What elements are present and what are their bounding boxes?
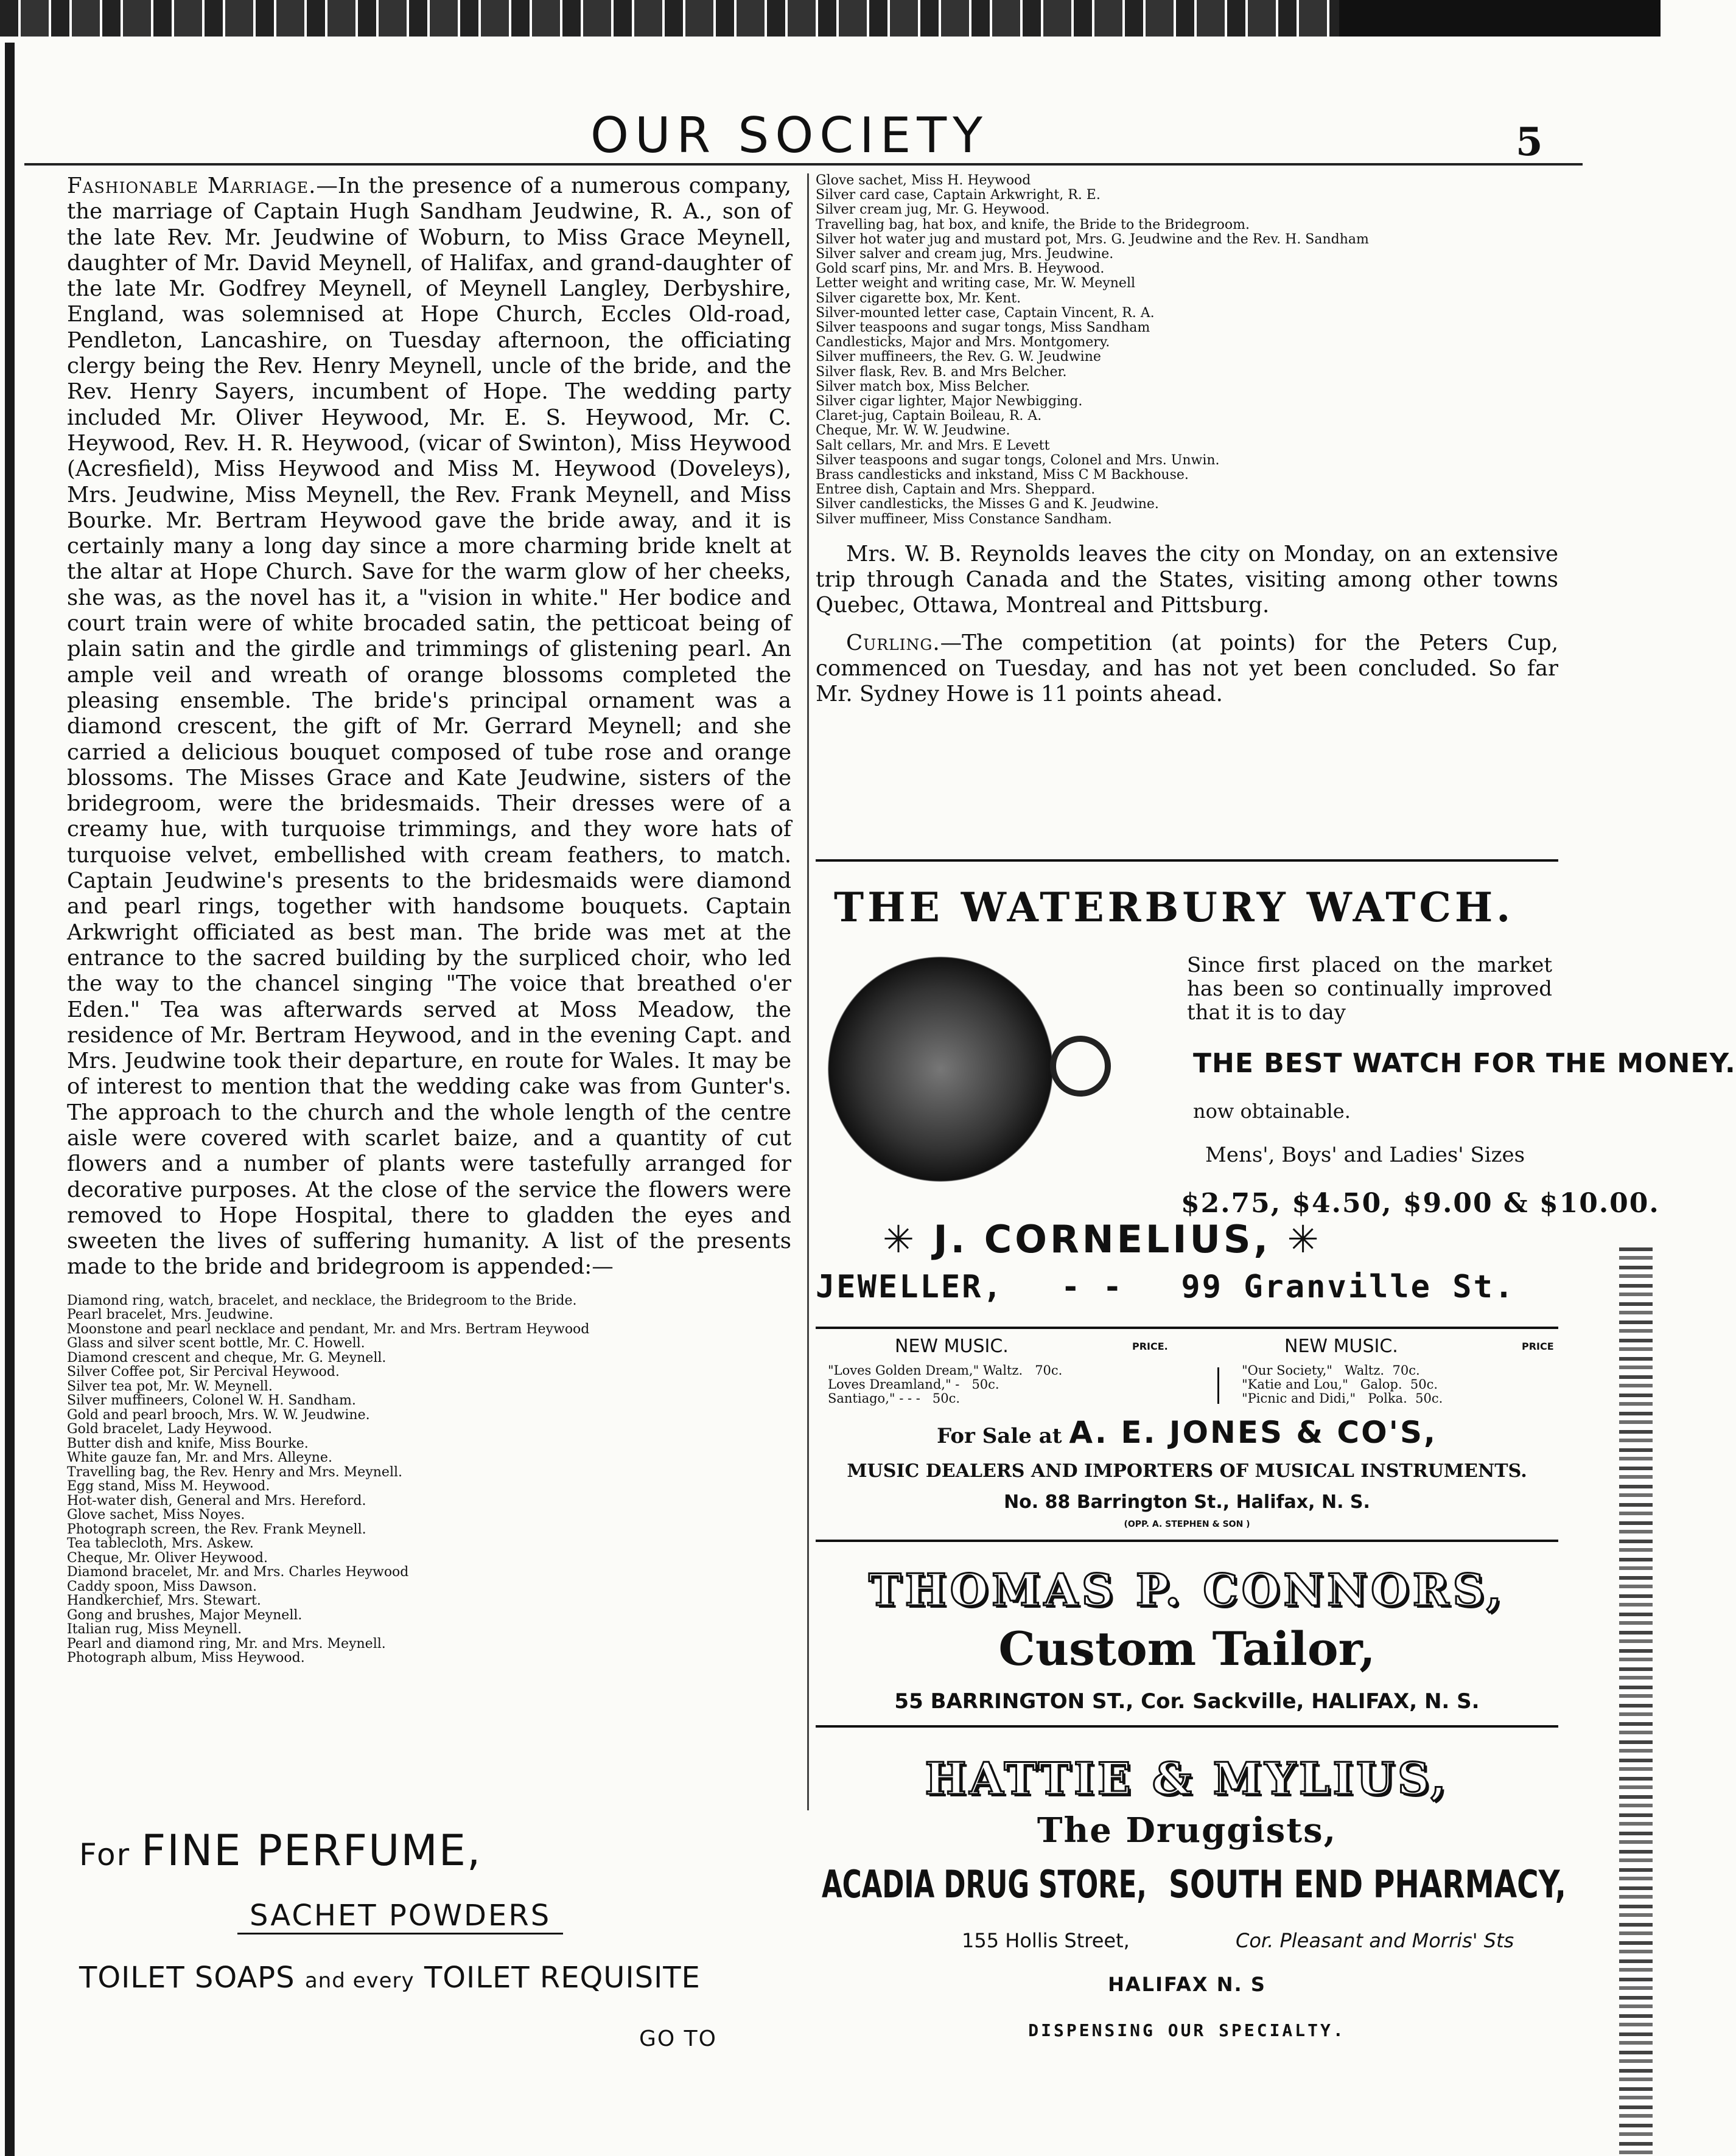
cornelius-trade-line xyxy=(816,1269,1558,1305)
perfume-and-every: and every xyxy=(304,1969,415,1993)
mylius-address-2: Cor. Pleasant and Morris' Sts xyxy=(1236,1929,1514,1952)
gift-list-item: Diamond bracelet, Mr. and Mrs. Charles Heywood xyxy=(67,1565,409,1580)
gift-list-item: Gold scarf pins, Mr. and Mrs. B. Heywood. xyxy=(816,261,1105,277)
mylius-city: HALIFAX N. S xyxy=(1108,1973,1266,1996)
gift-list-item: Claret-jug, Captain Boileau, R. A. xyxy=(816,408,1042,424)
music-opp: (OPP. A. STEPHEN & SON ) xyxy=(1124,1519,1250,1529)
gift-list-item: White gauze fan, Mr. and Mrs. Alleyne. xyxy=(67,1450,332,1466)
gift-list-item: Brass candlesticks and inkstand, Miss C M Backhouse. xyxy=(816,467,1189,483)
gift-list-item: Photograph screen, the Rev. Frank Meynell. xyxy=(67,1521,366,1537)
music-heading-right: NEW MUSIC. xyxy=(1284,1336,1398,1357)
page-edge-top-dark xyxy=(1339,0,1661,37)
gift-list-item: Silver tea pot, Mr. W. Meynell. xyxy=(67,1378,273,1394)
watch-crown-ring xyxy=(1050,1036,1111,1097)
gift-list-item: Handkerchief, Mrs. Stewart. xyxy=(67,1593,261,1609)
perfume-fine: FINE PERFUME, xyxy=(141,1826,482,1875)
gift-list-item: Egg stand, Miss M. Heywood. xyxy=(67,1479,270,1495)
gift-list-item: Letter weight and writing case, Mr. W. Meynell xyxy=(816,276,1136,291)
cornelius-address: 99 Granville St. xyxy=(1181,1269,1516,1305)
music-address: No. 88 Barrington St., Halifax, N. S. xyxy=(1004,1491,1370,1513)
music-right-row: "Katie and Lou," Galop. 50c. xyxy=(1242,1377,1438,1392)
music-heading-left: NEW MUSIC. xyxy=(895,1336,1009,1357)
binding-edge xyxy=(5,43,15,2156)
gift-list-item: Entree dish, Captain and Mrs. Sheppard. xyxy=(816,482,1096,498)
music-sale-prefix: For Sale at xyxy=(937,1424,1062,1448)
gift-list-item: Diamond crescent and cheque, Mr. G. Meynell. xyxy=(67,1350,387,1366)
music-right-row: "Picnic and Didi," Polka. 50c. xyxy=(1242,1391,1443,1406)
gift-list-item: Silver cigar lighter, Major Newbigging. xyxy=(816,394,1083,410)
music-right-row: "Our Society," Waltz. 70c. xyxy=(1242,1363,1420,1378)
gift-list-item: Cheque, Mr. W. W. Jeudwine. xyxy=(816,423,1010,439)
gift-list-item: Italian rug, Miss Meynell. xyxy=(67,1622,242,1638)
gift-list-item: Glove sachet, Miss H. Heywood xyxy=(816,173,1031,188)
gift-list-item: Silver Coffee pot, Sir Percival Heywood. xyxy=(67,1364,340,1380)
perfume-line-3 xyxy=(79,1961,701,1995)
gift-list-item: Pearl bracelet, Mrs. Jeudwine. xyxy=(67,1307,273,1323)
music-divider xyxy=(1217,1367,1219,1404)
gift-list-item: Travelling bag, hat box, and knife, the Bride to the Bridegroom. xyxy=(816,217,1250,232)
gift-list-item: Pearl and diamond ring, Mr. and Mrs. Meynell. xyxy=(67,1636,386,1652)
cornelius-dashes: - - xyxy=(1061,1269,1124,1305)
gift-list-item: Caddy spoon, Miss Dawson. xyxy=(67,1579,257,1594)
gift-list-item: Silver card case, Captain Arkwright, R. E. xyxy=(816,187,1101,203)
music-price-label-left: PRICE. xyxy=(1132,1341,1168,1352)
gift-list-item: Silver hot water jug and mustard pot, Mrs. G. Jeudwine and the Rev. H. Sandham xyxy=(816,231,1369,247)
gift-list-item: Silver muffineer, Miss Constance Sandham. xyxy=(816,511,1112,527)
gift-list-item: Silver teaspoons and sugar tongs, Colonel and Mrs. Unwin. xyxy=(816,452,1220,468)
connors-name: THOMAS P. CONNORS, xyxy=(868,1564,1505,1616)
gift-list-item: Diamond ring, watch, bracelet, and necklace, the Bridegroom to the Bride. xyxy=(67,1293,577,1308)
pocket-watch-illustration xyxy=(828,957,1053,1182)
perfume-line-1 xyxy=(79,1826,481,1875)
ad-rule xyxy=(816,1327,1558,1329)
music-sale-name: A. E. JONES & CO'S, xyxy=(1069,1415,1437,1450)
gift-list-right xyxy=(816,173,1558,527)
music-left-row: "Loves Golden Dream," Waltz. 70c. xyxy=(828,1363,1063,1378)
masthead-title: OUR SOCIETY xyxy=(590,107,989,164)
gift-list-item: Tea tablecloth, Mrs. Askew. xyxy=(67,1536,254,1552)
waterbury-now: now obtainable. xyxy=(1193,1100,1351,1123)
gift-list-item: Gong and brushes, Major Meynell. xyxy=(67,1607,303,1623)
gift-list-item: Gold and pearl brooch, Mrs. W. W. Jeudwine. xyxy=(67,1407,370,1423)
connors-trade: Custom Tailor, xyxy=(998,1622,1376,1676)
header-rule xyxy=(24,163,1583,166)
column-divider xyxy=(807,173,809,1810)
gift-list-item: Gold bracelet, Lady Heywood. xyxy=(67,1422,273,1437)
perfume-toilet-soaps: TOILET SOAPS xyxy=(79,1961,295,1995)
perfume-for: For xyxy=(79,1837,131,1872)
page-header xyxy=(0,107,1661,165)
gift-list-item: Silver teaspoons and sugar tongs, Miss Sandham xyxy=(816,320,1150,336)
marriage-article xyxy=(67,173,791,1280)
music-ad xyxy=(816,1336,1558,1537)
ad-rule xyxy=(816,1725,1558,1728)
gift-list-item: Photograph album, Miss Heywood. xyxy=(67,1650,305,1666)
reynolds-note: Mrs. W. B. Reynolds leaves the city on Monday, on an extensive trip through Canada and the States, visiting among other towns Quebec, Ottawa, Montreal and Pittsburg. xyxy=(816,541,1558,618)
gift-list-item: Silver cream jug, Mr. G. Heywood. xyxy=(816,202,1050,218)
music-left-row: Santiago," - - - 50c. xyxy=(828,1391,961,1406)
waterbury-sizes: Mens', Boys' and Ladies' Sizes xyxy=(1205,1143,1525,1167)
mylius-name: HATTIE & MYLIUS, xyxy=(925,1753,1449,1804)
gift-list-item: Cheque, Mr. Oliver Heywood. xyxy=(67,1550,268,1566)
gift-list-item: Salt cellars, Mr. and Mrs. E Levett xyxy=(816,438,1050,453)
connors-address: 55 BARRINGTON ST., Cor. Sackville, HALIFAX, N. S. xyxy=(894,1689,1480,1714)
gift-list-item: Silver muffineers, Colonel W. H. Sandham. xyxy=(67,1393,356,1409)
curling-text: —The competition (at points) for the Peters Cup, commenced on Tuesday, and has not yet been concluded. So far Mr. Sydney Howe is 11 points ahead. xyxy=(816,630,1558,706)
gift-list-item: Travelling bag, the Rev. Henry and Mrs. Meynell. xyxy=(67,1464,403,1480)
gift-list-item: Butter dish and knife, Miss Bourke. xyxy=(67,1436,309,1451)
gift-list-item: Glove sachet, Miss Noyes. xyxy=(67,1507,245,1523)
gift-list-item: Silver-mounted letter case, Captain Vincent, R. A. xyxy=(816,305,1155,321)
gift-list-item: Silver cigarette box, Mr. Kent. xyxy=(816,290,1021,306)
curling-note xyxy=(816,630,1558,707)
right-column xyxy=(816,173,1558,707)
gift-list-item: Silver candlesticks, the Misses G and K. Jeudwine. xyxy=(816,497,1159,512)
waterbury-prices: $2.75, $4.50, $9.00 & $10.00. xyxy=(1181,1188,1660,1219)
mylius-store-acadia: ACADIA DRUG STORE, xyxy=(822,1862,1147,1907)
gift-list-item: Silver salver and cream jug, Mrs. Jeudwine. xyxy=(816,246,1114,262)
ad-rule xyxy=(816,859,1558,862)
gift-list-item: Silver flask, Rev. B. and Mrs Belcher. xyxy=(816,364,1067,380)
mylius-store-south: SOUTH END PHARMACY, xyxy=(1169,1862,1567,1907)
ad-rule xyxy=(816,1540,1558,1542)
gift-list-item: Moonstone and pearl necklace and pendant, Mr. and Mrs. Bertram Heywood xyxy=(67,1321,590,1337)
page-number: 5 xyxy=(1516,119,1543,165)
gift-list-item: Candlesticks, Major and Mrs. Montgomery. xyxy=(816,335,1110,351)
waterbury-intro: Since first placed on the market has been so continually improved that it is to day xyxy=(1187,953,1552,1025)
perfume-toilet-requisite: TOILET REQUISITE xyxy=(424,1961,701,1995)
music-sale-line xyxy=(816,1415,1558,1450)
gift-list-item: Hot-water dish, General and Mrs. Hereford. xyxy=(67,1493,366,1509)
gift-list-item: Glass and silver scent bottle, Mr. C. Howell. xyxy=(67,1336,365,1352)
gift-list-item: Silver match box, Miss Belcher. xyxy=(816,379,1031,394)
perfume-goto: GO TO xyxy=(639,2026,718,2051)
mylius-tagline: The Druggists, xyxy=(1037,1810,1337,1851)
marriage-lead: Fashionable Marriage. xyxy=(67,173,317,198)
cornelius-name: ✳ J. CORNELIUS, ✳ xyxy=(883,1217,1322,1261)
left-column xyxy=(67,173,791,1666)
mylius-specialty: DISPENSING OUR SPECIALTY. xyxy=(1028,2020,1346,2040)
page-edge-right xyxy=(1619,1247,1653,2154)
curling-lead: Curling. xyxy=(846,630,940,655)
marriage-text: —In the presence of a numerous company, the marriage of Captain Hugh Sandham Jeudwine, R. A., son of the late Rev. Mr. Jeudwine of Woburn, to Miss Grace Meynell, daughter of Mr. David Meynell, of Halifax, and grand-daughter of the late Mr. Godfrey Meynell, of Meynell Langley, Derbyshire, England, was solemnised at Hope Church, Eccles Old-road, Pendleton, Lancashire, on Tuesday afternoon, the officiating clergy being the Rev. Henry Meynell, uncle of the bride, and the Rev. Henry Sayers, incumbent of Hope. The wedding party included Mr. Oliver Heywood, Mr. E. S. Heywood, Mr. C. Heywood, Rev. H. R. Heywood, (vicar of Swinton), Miss Heywood (Acresfield), Miss Heywood and Miss M. Heywood (Doveleys), Mrs. Jeudwine, Miss Meynell, the Rev. Frank Meynell, and Miss Bourke. Mr. Bertram Heywood gave the bride away, and it is certainly many a long day since a more charming bride knelt at the altar at Hope Church. Save for the warm glow of her cheeks, she was, as the novel has it, a "vision in white." Her bodice and court train were of white brocaded satin, the petticoat being of plain satin and the girdle and trimmings of glistening pearl. An ample veil and wreath of orange blossoms completed the pleasing ensemble. The bride's principal ornament was a diamond crescent, the gift of Mr. Gerrard Meynell; and she carried a delicious bouquet composed of tube rose and orange blossoms. The Misses Grace and Kate Jeudwine, sisters of the bridegroom, were the bridesmaids. Their dresses were of a creamy hue, with turquoise trimmings, and they wore hats of turquoise velvet, embellished with cream feathers, to match. Captain Jeudwine's presents to the bridesmaids were diamond and pearl rings, together with handsome bouquets. Captain Arkwright officiated as best man. The bride was met at the entrance to the sacred building by the surpliced choir, who led the way to the chancel singing "The voice that breathed o'er Eden." Tea was afterwards served at Moss Meadow, the residence of Mr. Bertram Heywood, and in the evening Capt. and Mrs. Jeudwine took their departure, en route for Wales. It may be of interest to mention that the wedding cake was from Gunter's. The approach to the church and the whole length of the centre aisle were covered with scarlet baize, and a quantity of cut flowers and a number of plants were tastefully arranged for decorative purposes. At the close of the service the flowers were removed to Hope Hospital, there to gladden the eyes and sweeten the lives of suffering humanity. A list of the presents made to the bride and bridegroom is appended:— xyxy=(67,173,791,1280)
music-left-row: Loves Dreamland," - 50c. xyxy=(828,1377,999,1392)
waterbury-headline: THE WATERBURY WATCH. xyxy=(834,884,1514,931)
music-price-label-right: PRICE xyxy=(1522,1341,1554,1352)
gift-list-left xyxy=(67,1294,791,1666)
gift-list-item: Silver muffineers, the Rev. G. W. Jeudwine xyxy=(816,349,1101,365)
cornelius-jeweller: JEWELLER, xyxy=(816,1269,1004,1305)
music-dealers: MUSIC DEALERS AND IMPORTERS OF MUSICAL INSTRUMENTS. xyxy=(847,1460,1527,1482)
mylius-address-1: 155 Hollis Street, xyxy=(962,1929,1130,1952)
waterbury-ad xyxy=(816,859,1736,1273)
waterbury-best: THE BEST WATCH FOR THE MONEY. xyxy=(1193,1048,1736,1079)
perfume-sachet: SACHET POWDERS xyxy=(237,1899,563,1934)
